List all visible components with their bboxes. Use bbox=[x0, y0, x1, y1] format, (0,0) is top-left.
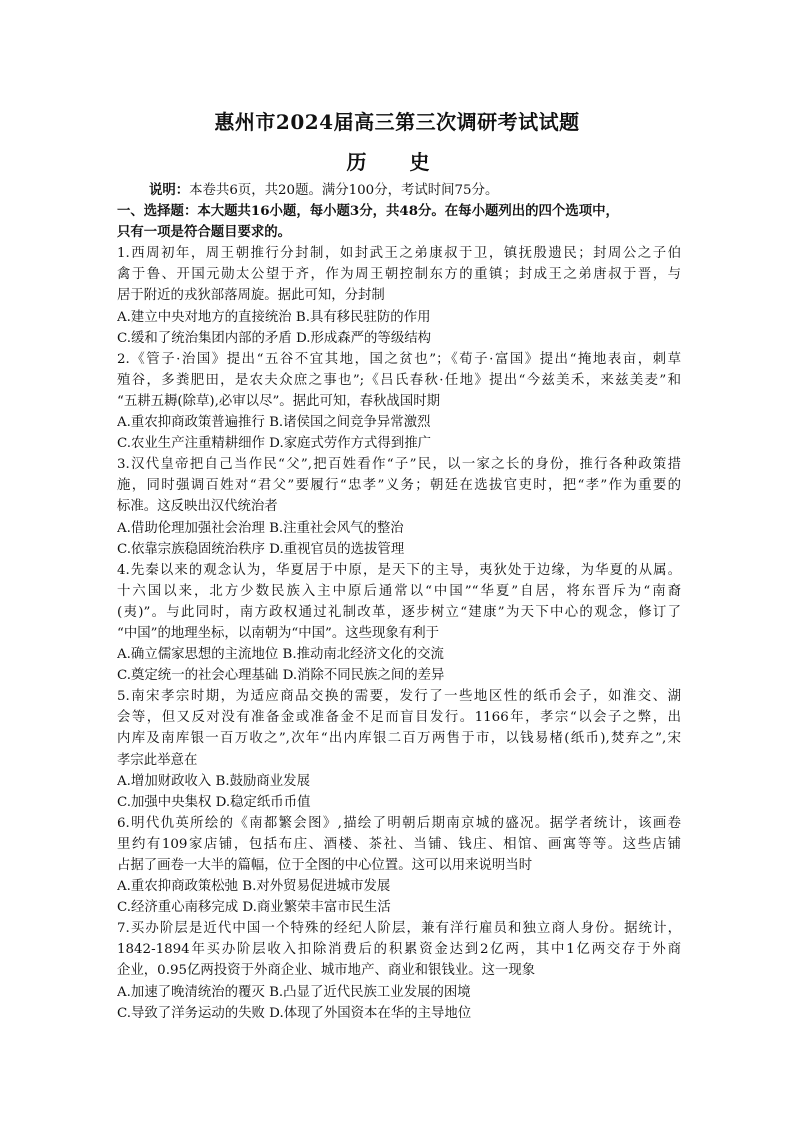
option-line: C.缓和了统治集团内部的矛盾 D.形成森严的等级结构 bbox=[117, 330, 431, 346]
question-line: 孝宗此举意在 bbox=[117, 752, 198, 768]
question-1 bbox=[117, 243, 681, 348]
question-line: 1842-1894年买办阶层收入扣除消费后的积累资金达到2亿两，其中1亿两交存于外商 bbox=[117, 942, 681, 958]
question-2 bbox=[117, 349, 681, 454]
instructions bbox=[117, 180, 681, 201]
question-line: 殖谷，多粪肥田，是农夫众庶之事也”;《吕氏春秋·任地》提出“今兹美禾，来兹美麦”和 bbox=[117, 372, 681, 388]
exam-content bbox=[117, 180, 681, 1024]
question-line: 内库及南库银一百万收之”,次年“出内库银二百万两售于市，以钱易楮(纸币),焚弃之”,宋 bbox=[117, 731, 681, 747]
question-line: 禽于鲁、开国元勋太公望于齐，作为周王朝控制东方的重镇；封成王之弟唐叔于晋，与 bbox=[117, 267, 681, 283]
question-line: 1.西周初年，周王朝推行分封制，如封武王之弟康叔于卫，镇抚殷遗民；封周公之子伯 bbox=[117, 246, 681, 262]
question-line: 3.汉代皇帝把自己当作民“父”,把百姓看作“子”民，以一家之长的身份，推行各种政策措 bbox=[117, 457, 681, 473]
question-6 bbox=[117, 813, 681, 918]
option-line: A.增加财政收入 B.鼓励商业发展 bbox=[117, 773, 310, 789]
subject-title bbox=[0, 146, 794, 175]
question-7 bbox=[117, 918, 681, 1023]
option-line: C.加强中央集权 D.稳定纸币币值 bbox=[117, 794, 311, 810]
option-line: C.农业生产注重精耕细作 D.家庭式劳作方式得到推广 bbox=[117, 436, 431, 452]
question-line: 6.明代仇英所绘的《南都繁会图》,描绘了明朝后期南京城的盛况。据学者统计，该画卷 bbox=[117, 815, 681, 831]
question-line: (夷)”。与此同时，南方政权通过礼制改革，逐步树立“建康”为天下中心的观念，修订了 bbox=[117, 604, 681, 620]
question-4 bbox=[117, 560, 681, 687]
question-line: 5.南宋孝宗时期，为适应商品交换的需要，发行了一些地区性的纸币会子，如淮交、湖 bbox=[117, 689, 681, 705]
question-line: “中国”的地理坐标，以南朝为“中国”。这些现象有利于 bbox=[117, 625, 439, 641]
question-line: 十六国以来，北方少数民族入主中原后通常以“中国”“华夏”自居，将东晋斥为“南裔 bbox=[117, 583, 681, 599]
option-line: C.导致了洋务运动的失败 D.体现了外国资本在华的主导地位 bbox=[117, 1005, 472, 1021]
question-3 bbox=[117, 454, 681, 559]
option-line: C.依靠宗族稳固统治秩序 D.重视官员的选拔管理 bbox=[117, 541, 405, 557]
instructions-label: 说明： bbox=[149, 182, 190, 198]
question-line: 4.先秦以来的观念认为，华夏居于中原，是天下的主导，夷狄处于边缘，为华夏的从属。 bbox=[117, 562, 681, 578]
question-line: 企业，0.95亿两投资于外商企业、城市地产、商业和银钱业。这一现象 bbox=[117, 963, 536, 979]
question-line: 居于附近的戎狄部落周旋。据此可知，分封制 bbox=[117, 288, 385, 304]
option-line: A.确立儒家思想的主流地位 B.推动南北经济文化的交流 bbox=[117, 647, 444, 663]
exam-title: 惠州市2024届高三第三次调研考试试题 bbox=[214, 110, 580, 134]
option-line: A.借助伦理加强社会治理 B.注重社会风气的整治 bbox=[117, 520, 404, 536]
question-line: 占据了画卷一大半的篇幅，位于全图的中心位置。这可以用来说明当时 bbox=[117, 858, 533, 873]
question-line: 7.买办阶层是近代中国一个特殊的经纪人阶层，兼有洋行雇员和独立商人身份。据统计， bbox=[117, 921, 681, 937]
section-heading-line-1: 一、选择题：本大题共16小题，每小题3分，共48分。在每小题列出的四个选项中， bbox=[117, 203, 619, 220]
option-line: A.重农抑商政策普遍推行 B.诸侯国之间竞争异常激烈 bbox=[117, 415, 431, 431]
question-line: “五耕五耨(除草),必审以尽”。据此可知，春秋战国时期 bbox=[117, 393, 440, 409]
question-line: 里约有109家店铺，包括布庄、酒楼、茶社、当铺、钱庄、相馆、画寓等等。这些店铺 bbox=[117, 836, 681, 852]
question-line: 会等，但又反对没有准备金或准备金不足而盲目发行。1166年，孝宗“以会子之弊，出 bbox=[117, 710, 681, 726]
option-line: A.建立中央对地方的直接统治 B.具有移民驻防的作用 bbox=[117, 309, 431, 325]
option-line: A.重农抑商政策松弛 B.对外贸易促进城市发展 bbox=[117, 879, 391, 895]
question-line: 标准。这反映出汉代统治者 bbox=[117, 499, 278, 515]
instructions-text: 本卷共6页，共20题。满分100分，考试时间75分。 bbox=[189, 183, 499, 198]
option-line: C.经济重心南移完成 D.商业繁荣丰富市民生活 bbox=[117, 900, 391, 916]
question-5 bbox=[117, 686, 681, 813]
question-line: 施，同时强调百姓对“君父”要履行“忠孝”义务；朝廷在选拔官吏时，把“孝”作为重要的 bbox=[117, 478, 681, 494]
section-heading-line-2: 只有一项是符合题目要求的。 bbox=[117, 224, 292, 241]
option-line: C.奠定统一的社会心理基础 D.消除不同民族之间的差异 bbox=[117, 668, 445, 684]
option-line: A.加速了晚清统治的覆灭 B.凸显了近代民族工业发展的困境 bbox=[117, 984, 471, 1000]
subject-text: 历 史 bbox=[346, 150, 448, 174]
question-line: 2.《管子·治国》提出“五谷不宜其地，国之贫也”；《荀子·富国》提出“掩地表亩，刺草 bbox=[117, 351, 681, 367]
